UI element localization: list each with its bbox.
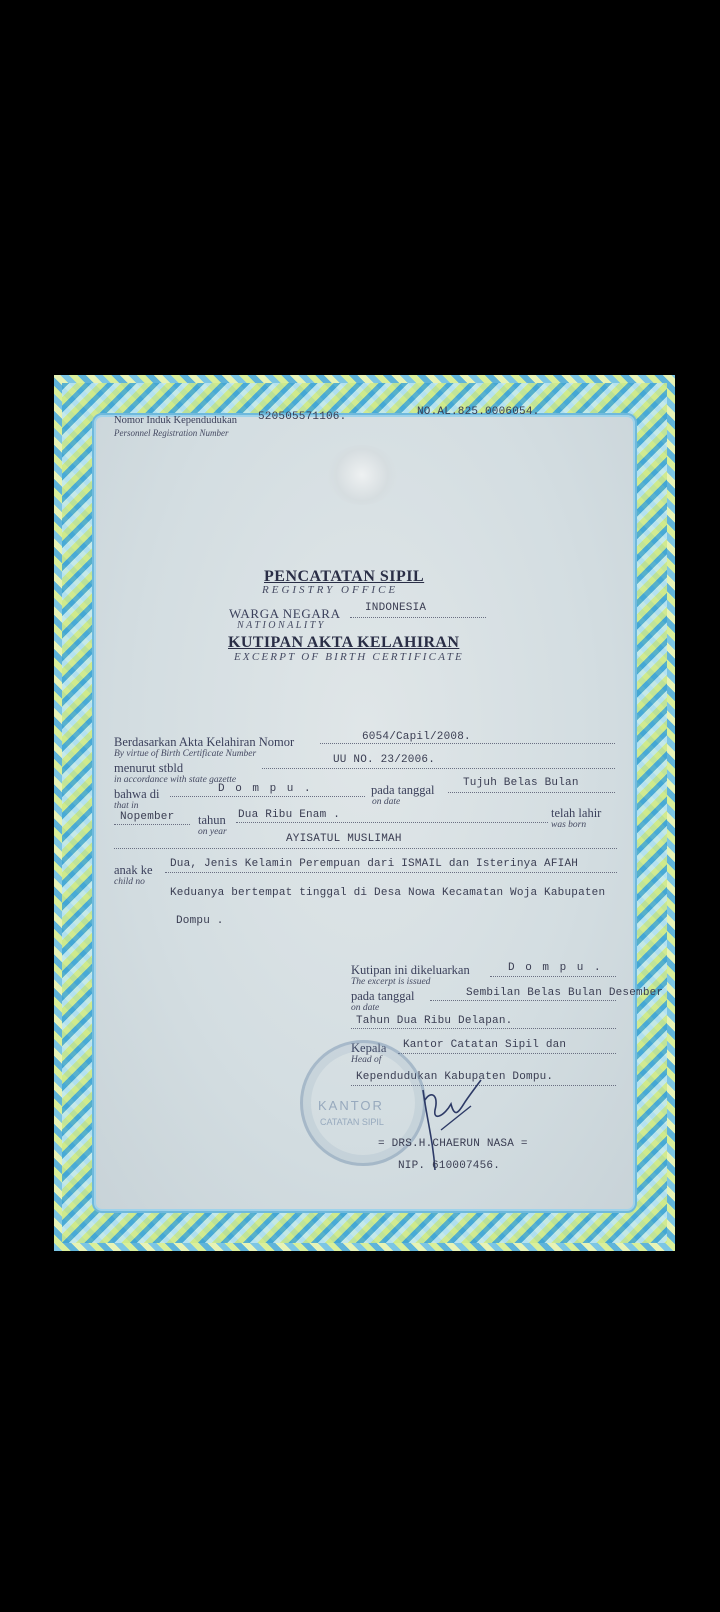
stbld-label: menurut stbld <box>114 761 184 775</box>
year-label: tahun <box>198 813 226 827</box>
place-label-en: that in <box>114 801 139 811</box>
stbld-label-en: in accordance with state gazette <box>114 775 237 785</box>
place-line <box>170 796 365 797</box>
child-order-label-en: child no <box>114 877 145 887</box>
issue-date-value-2: Tahun Dua Ribu Delapan. <box>356 1015 513 1027</box>
stamp-text-2: CATATAN SIPIL <box>320 1117 384 1127</box>
garuda-emblem-icon <box>326 445 398 505</box>
issue-date-value-1: Sembilan Belas Bulan Desember <box>466 987 664 999</box>
head-line-1 <box>398 1053 616 1054</box>
child-order-value: Dua, Jenis Kelamin Perempuan dari ISMAIL dan Isterinya AFIAH <box>170 858 579 870</box>
issued-label-en: The excerpt is issued <box>351 977 431 987</box>
nationality-line <box>350 617 486 618</box>
nik-label-en: Personnel Registration Number <box>114 428 229 438</box>
stbld-line <box>262 768 615 769</box>
born-label: telah lahir <box>551 806 602 820</box>
issue-date-label-en: on date <box>351 1003 380 1013</box>
stbld-value: UU NO. 23/2006. <box>333 754 436 766</box>
act-number-value: 6054/Capil/2008. <box>362 731 471 743</box>
child-order-label: anak ke <box>114 863 153 877</box>
issued-place-line <box>490 976 616 977</box>
issue-date-line-2 <box>351 1028 616 1029</box>
nationality-value: INDONESIA <box>365 602 427 614</box>
residence-line-2: Dompu . <box>176 915 224 927</box>
certificate-title-en: EXCERPT OF BIRTH CERTIFICATE <box>234 651 464 663</box>
nik-label: Nomor Induk Kependudukan <box>114 415 238 426</box>
official-name: = DRS.H.CHAERUN NASA = <box>378 1138 528 1150</box>
issue-date-line-1 <box>430 1000 616 1001</box>
place-value: D o m p u . <box>218 783 313 795</box>
office-title-en: REGISTRY OFFICE <box>262 584 399 596</box>
stamp-text: KANTOR <box>318 1098 384 1113</box>
nik-value: 520505571106. <box>258 411 347 423</box>
head-value-1: Kantor Catatan Sipil dan <box>403 1039 567 1051</box>
act-number-line <box>320 743 615 744</box>
child-order-line <box>165 872 617 873</box>
office-title: PENCATATAN SIPIL <box>264 568 425 585</box>
head-label-en: Head of <box>351 1055 382 1065</box>
place-label: bahwa di <box>114 787 160 801</box>
certificate-title: KUTIPAN AKTA KELAHIRAN <box>228 634 460 651</box>
month-line <box>114 824 190 825</box>
issue-date-label: pada tanggal <box>351 989 415 1003</box>
child-name-line <box>114 848 617 849</box>
date-value: Tujuh Belas Bulan <box>463 777 579 789</box>
head-value-2: Kependudukan Kabupaten Dompu. <box>356 1071 554 1083</box>
date-line <box>448 792 615 793</box>
year-value: Dua Ribu Enam . <box>238 809 341 821</box>
act-number-label: Berdasarkan Akta Kelahiran Nomor <box>114 735 295 749</box>
nationality-label: WARGA NEGARA <box>229 606 341 621</box>
document-number: NO.AL.825.0006054. <box>417 406 540 418</box>
date-label: pada tanggal <box>371 783 435 797</box>
act-number-label-en: By virtue of Birth Certificate Number <box>114 749 257 759</box>
born-label-en: was born <box>551 820 587 830</box>
issued-place-value: D o m p u . <box>508 962 603 974</box>
year-label-en: on year <box>198 827 227 837</box>
nationality-label-en: NATIONALITY <box>237 620 326 631</box>
child-name-value: AYISATUL MUSLIMAH <box>286 833 402 845</box>
official-nip: NIP. 610007456. <box>398 1160 501 1172</box>
month-value: Nopember <box>120 811 175 823</box>
date-label-en: on date <box>372 797 401 807</box>
head-label: Kepala <box>351 1041 387 1055</box>
residence-line-1: Keduanya bertempat tinggal di Desa Nowa Kecamatan Woja Kabupaten <box>170 887 606 899</box>
issued-label: Kutipan ini dikeluarkan <box>351 963 470 977</box>
year-line <box>236 822 548 823</box>
